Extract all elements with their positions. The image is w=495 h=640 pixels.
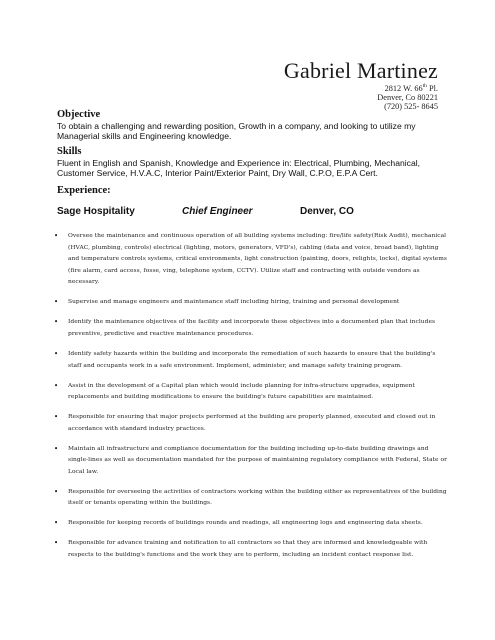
list-item <box>52 538 447 561</box>
objective-text: To obtain a challenging and rewarding position, Growth in a company, and looking to utilize my Managerial skills and Engineering knowledge. <box>57 121 416 142</box>
bullet-text: Responsible for advance training and notification to all contractors so that they are informed and knowledgeable with respects to the building's functions and the work they are to perform, including an incident contact response list. <box>68 540 428 558</box>
list-item <box>52 487 447 510</box>
bullet-icon: • <box>54 381 59 390</box>
bullet-text: Supervise and manage engineers and maintenance staff including hiring, training and personal development <box>68 299 400 306</box>
experience-bullet-list <box>52 231 447 570</box>
bullet-text: Maintain all infrastructure and compliance documentation for the building including up-to-date building drawings and single-lines as well as documentation mandated for the purpose of maintaining regulatory compliance with Federal, State or Local law. <box>68 445 447 475</box>
bullet-text: Identify the maintenance objectives of the facility and incorporate these objectives into a documented plan that includes preventive, predictive and reactive maintenance procedures. <box>68 319 436 337</box>
objective-heading: Objective <box>57 109 101 120</box>
bullet-icon: • <box>54 413 59 422</box>
address-street <box>385 84 438 93</box>
bullet-text: Responsible for keeping records of buildings rounds and readings, all engineering logs and engineering data sheets. <box>68 520 423 527</box>
address-street-prefix: 2812 W. 66 <box>384 84 423 93</box>
experience-heading: Experience: <box>57 185 111 196</box>
bullet-icon: • <box>54 487 59 496</box>
job-location: Denver, CO <box>300 206 354 217</box>
bullet-icon: • <box>54 444 59 453</box>
bullet-icon: • <box>54 298 59 307</box>
bullet-icon: • <box>54 519 59 528</box>
skills-section <box>57 146 442 179</box>
objective-section <box>57 109 442 142</box>
bullet-text: Identify safety hazards within the building and incorporate the remediation of such hazards to ensure that the building's staff and occupants work in a safe environment. Implement, administer, and manage safety training program. <box>68 350 436 369</box>
bullet-text: Responsible for overseeing the activities of contractors working within the building either as representatives of the building itself or tenants operating within the buildings. <box>68 488 447 507</box>
list-item <box>52 518 447 530</box>
job-title: Chief Engineer <box>182 206 253 217</box>
list-item <box>52 444 447 479</box>
address-street-suffix: Pl. <box>426 84 438 93</box>
candidate-name: Gabriel Martinez <box>283 58 438 83</box>
job-company: Sage Hospitality <box>57 206 135 217</box>
list-item <box>52 381 447 404</box>
bullet-icon: • <box>54 349 59 358</box>
bullet-icon: • <box>54 318 59 327</box>
address-city: Denver, Co 80221 <box>377 93 438 102</box>
skills-heading: Skills <box>57 146 82 157</box>
bullet-text: Responsible for ensuring that major projects performed at the building are properly planned, executed and closed out in accordance with standard industry practices. <box>68 414 436 432</box>
list-item <box>52 349 447 372</box>
address-street-sup: th <box>422 83 427 90</box>
bullet-icon: • <box>54 232 59 240</box>
phone-number: (720) 525- 8645 <box>384 102 438 111</box>
list-item <box>52 297 447 309</box>
bullet-text: Assist in the development of a Capital plan which would include planning for infra-structure upgrades, equipment replacements and building modifications to ensure the building's future capabilities are maintained. <box>68 382 415 401</box>
list-item <box>52 231 447 289</box>
list-item <box>52 317 447 340</box>
bullet-text: Oversee the maintenance and continuous operation of all building systems including: fire/life safety(Risk Audit), mechanical (HVAC, plumbing, controls) electrical (lighting, motors, generators, VFD's), cabling (data and voice, broad band), lighting and temperature controls systems, critical environments, light construction (painting, doors, relights, locks), digital systems (fire alarm, card access, fosse, ving, telephone system, CCTV). Utilize staff and contracting with outside vendors as necessary. <box>68 233 448 286</box>
list-item <box>52 412 447 435</box>
bullet-icon: • <box>54 539 59 548</box>
skills-text: Fluent in English and Spanish, Knowledge and Experience in: Electrical, Plumbing, Mechanical, Customer Service, H.V.A.C, Interior Paint/Exterior Paint, Dry Wall, C.P.O, E.P.A Cert. <box>57 158 421 179</box>
